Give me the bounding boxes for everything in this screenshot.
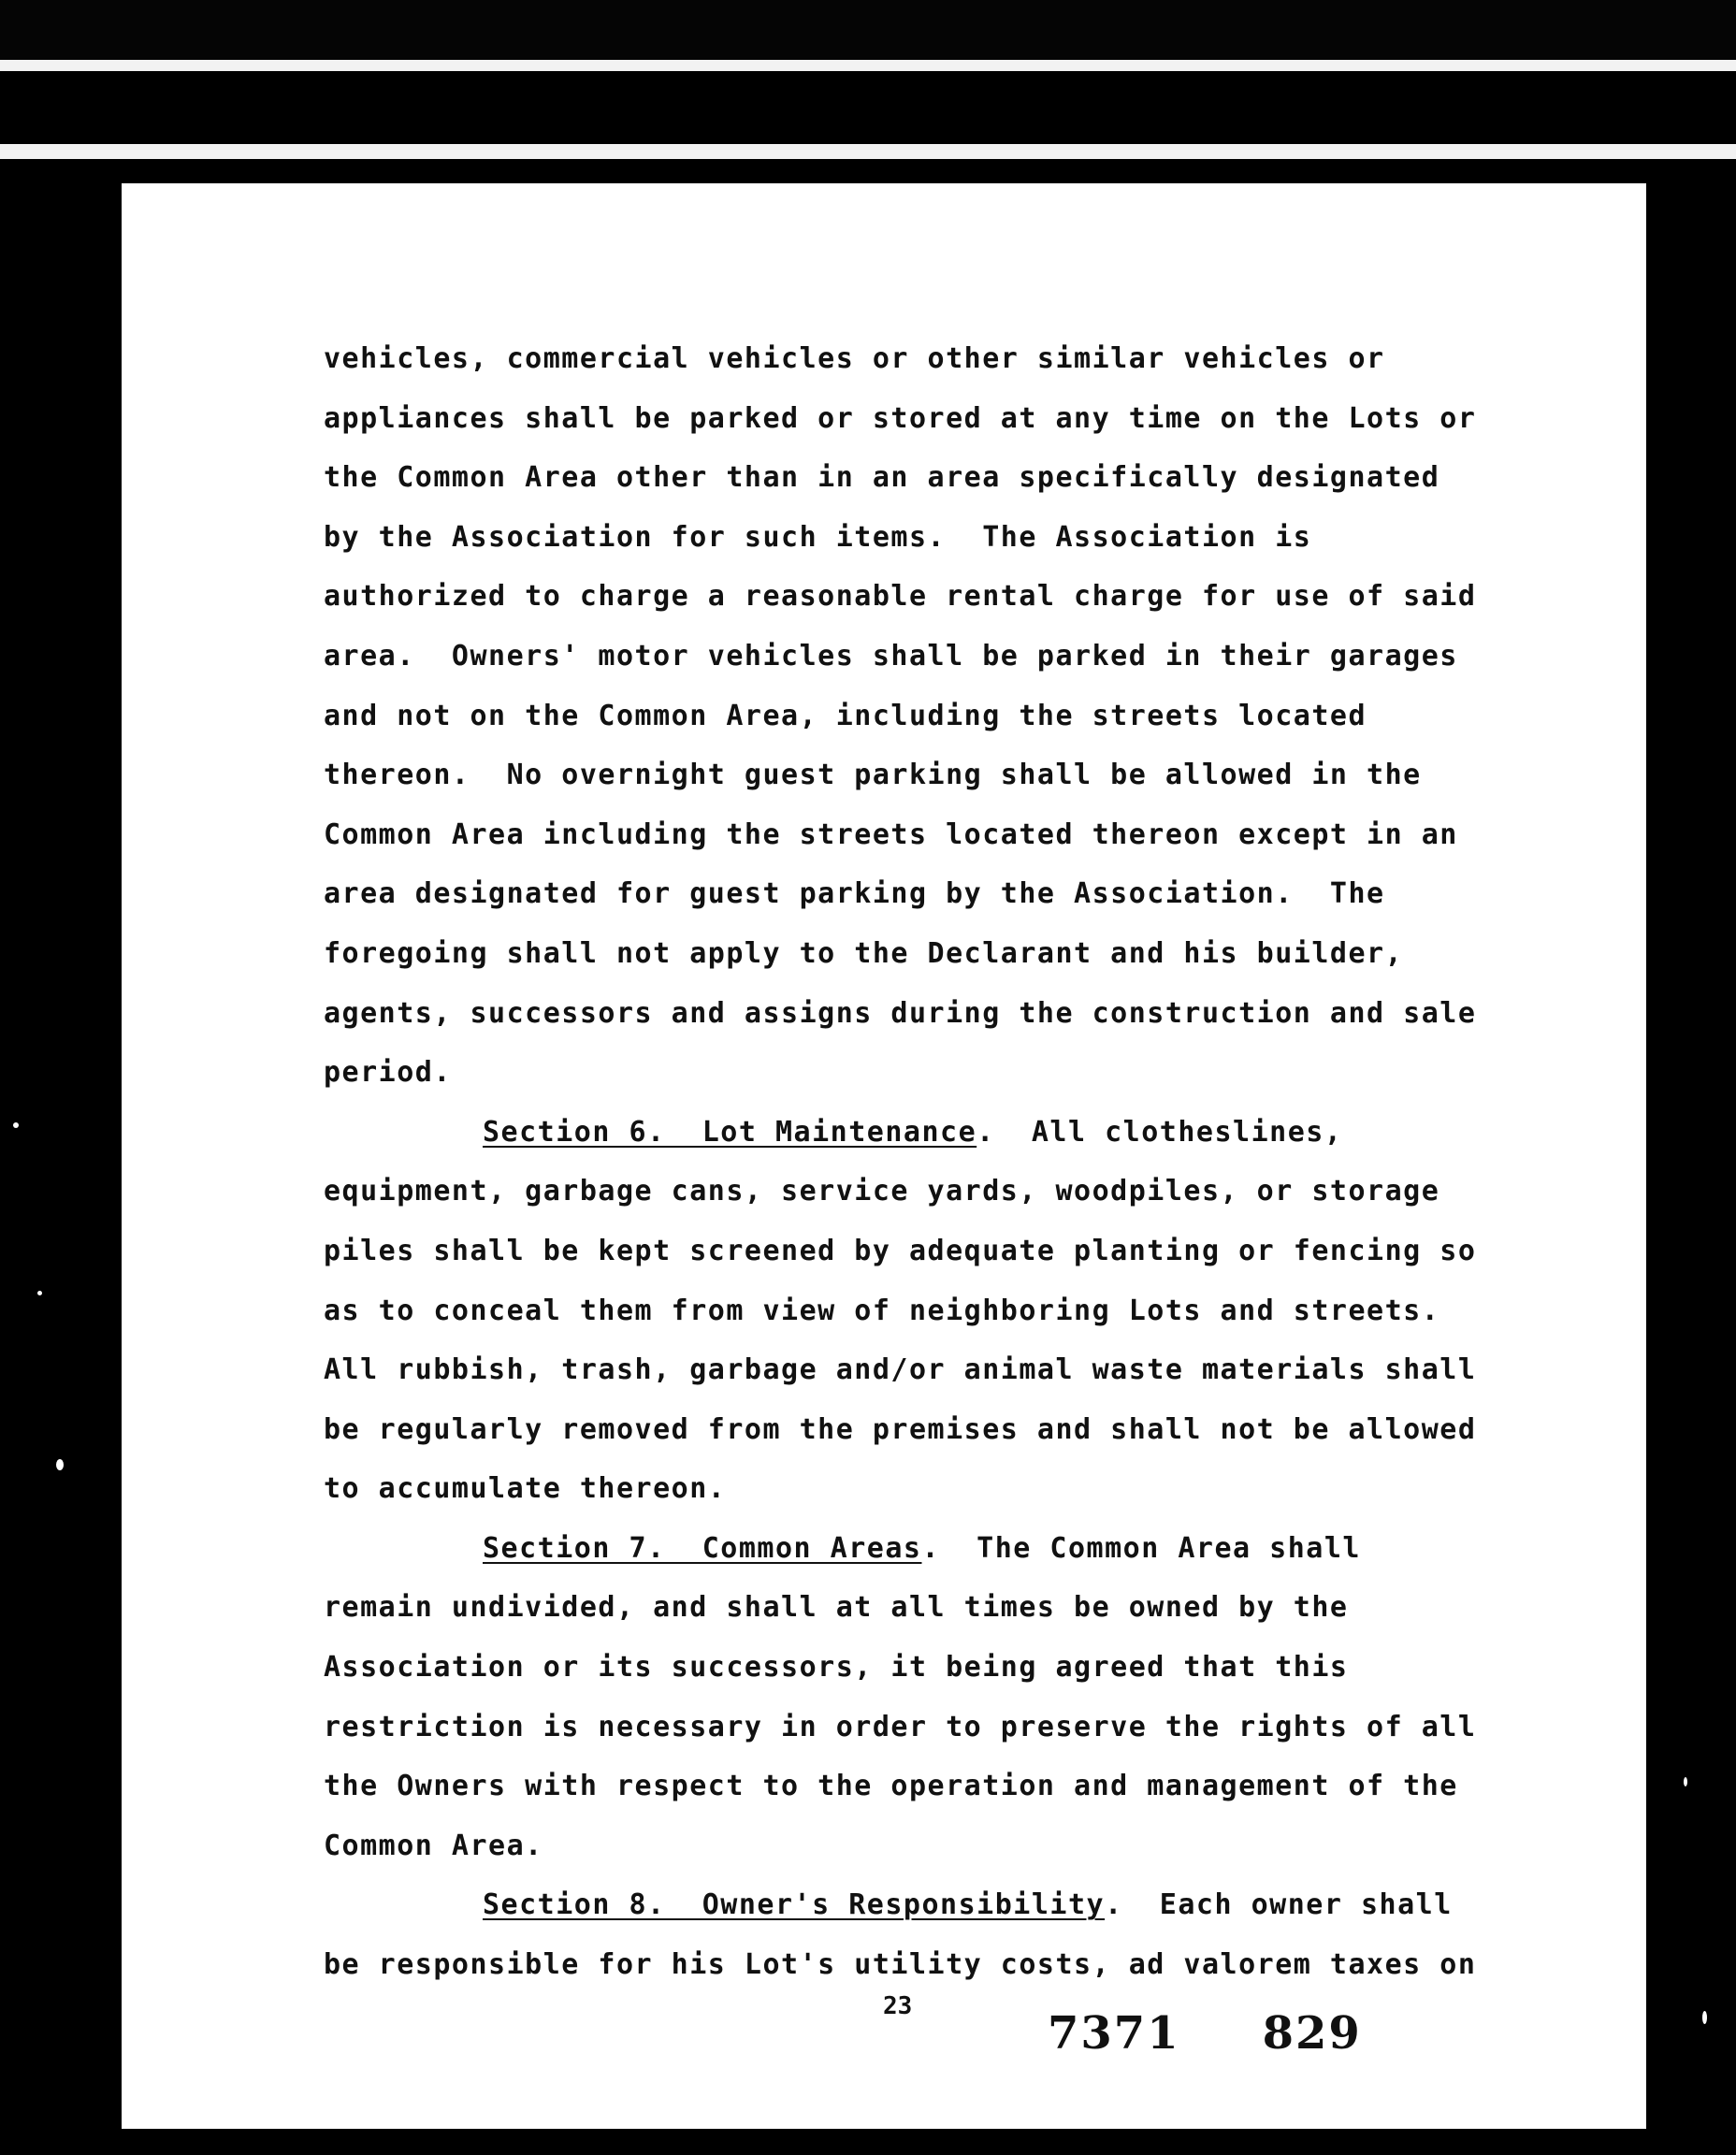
section-6-line: as to conceal them from view of neighboring Lots and streets. [324, 1294, 1440, 1327]
section-7-paragraph-start [324, 1519, 1474, 1579]
section-6-line: equipment, garbage cans, service yards, woodpiles, or storage [324, 1175, 1440, 1208]
page-number: 23 [883, 1992, 913, 2020]
document-body [324, 329, 1477, 1995]
section-7-heading: Section 7. Common Areas [483, 1531, 922, 1565]
section-6-lead: . All clotheslines, [976, 1115, 1343, 1149]
section-7-lead: . The Common Area shall [921, 1531, 1361, 1565]
body-line: agents, successors and assigns during the construction and sale [324, 996, 1477, 1030]
scan-top-border [0, 0, 1736, 60]
body-line: Common Area including the streets located thereon except in an [324, 817, 1458, 851]
section-6-line: to accumulate thereon. [324, 1472, 727, 1506]
scan-top-rule [0, 60, 1736, 71]
section-6-line: piles shall be kept screened by adequate planting or fencing so [324, 1234, 1477, 1267]
body-line: area. Owners' motor vehicles shall be parked in their garages [324, 639, 1458, 673]
section-7-line: Association or its successors, it being agreed that this [324, 1651, 1349, 1685]
body-line: by the Association for such items. The Association is [324, 520, 1312, 554]
section-7-line: remain undivided, and shall at all times be owned by the [324, 1591, 1349, 1625]
scan-speck [13, 1122, 19, 1128]
body-line: authorized to charge a reasonable rental charge for use of said [324, 580, 1477, 614]
body-line: vehicles, commercial vehicles or other similar vehicles or [324, 342, 1385, 375]
section-6-heading: Section 6. Lot Maintenance [483, 1115, 977, 1149]
section-7-line: restriction is necessary in order to preserve the rights of all [324, 1710, 1477, 1743]
scan-speck [1702, 2011, 1707, 2024]
record-volume: 7371 [1048, 2007, 1180, 2060]
section-7-line: the Owners with respect to the operation and management of the [324, 1770, 1458, 1803]
record-stamp [1048, 2007, 1362, 2060]
record-page: 829 [1262, 2007, 1362, 2060]
body-line: the Common Area other than in an area specifically designated [324, 461, 1440, 495]
section-7-line: Common Area. [324, 1829, 543, 1862]
body-line: foregoing shall not apply to the Declarant and his builder, [324, 936, 1404, 970]
section-8-lead: . Each owner shall [1105, 1888, 1453, 1922]
body-line: and not on the Common Area, including the streets located [324, 699, 1367, 732]
scan-second-rule [0, 144, 1736, 159]
section-6-line: be regularly removed from the premises and shall not be allowed [324, 1412, 1477, 1446]
body-line: area designated for guest parking by the Association. The [324, 877, 1385, 911]
body-line: appliances shall be parked or stored at any time on the Lots or [324, 401, 1477, 435]
body-line: thereon. No overnight guest parking shall be allowed in the [324, 759, 1422, 792]
section-8-paragraph-start [324, 1875, 1474, 1935]
body-line: period. [324, 1056, 452, 1090]
scan-speck [37, 1291, 42, 1295]
section-6-paragraph-start [324, 1103, 1474, 1163]
scan-speck [1684, 1777, 1687, 1786]
section-8-line: be responsible for his Lot's utility costs, ad valorem taxes on [324, 1948, 1477, 1982]
section-6-line: All rubbish, trash, garbage and/or animal waste materials shall [324, 1353, 1477, 1387]
section-8-heading: Section 8. Owner's Responsibility [483, 1888, 1106, 1922]
scan-speck [56, 1459, 64, 1470]
